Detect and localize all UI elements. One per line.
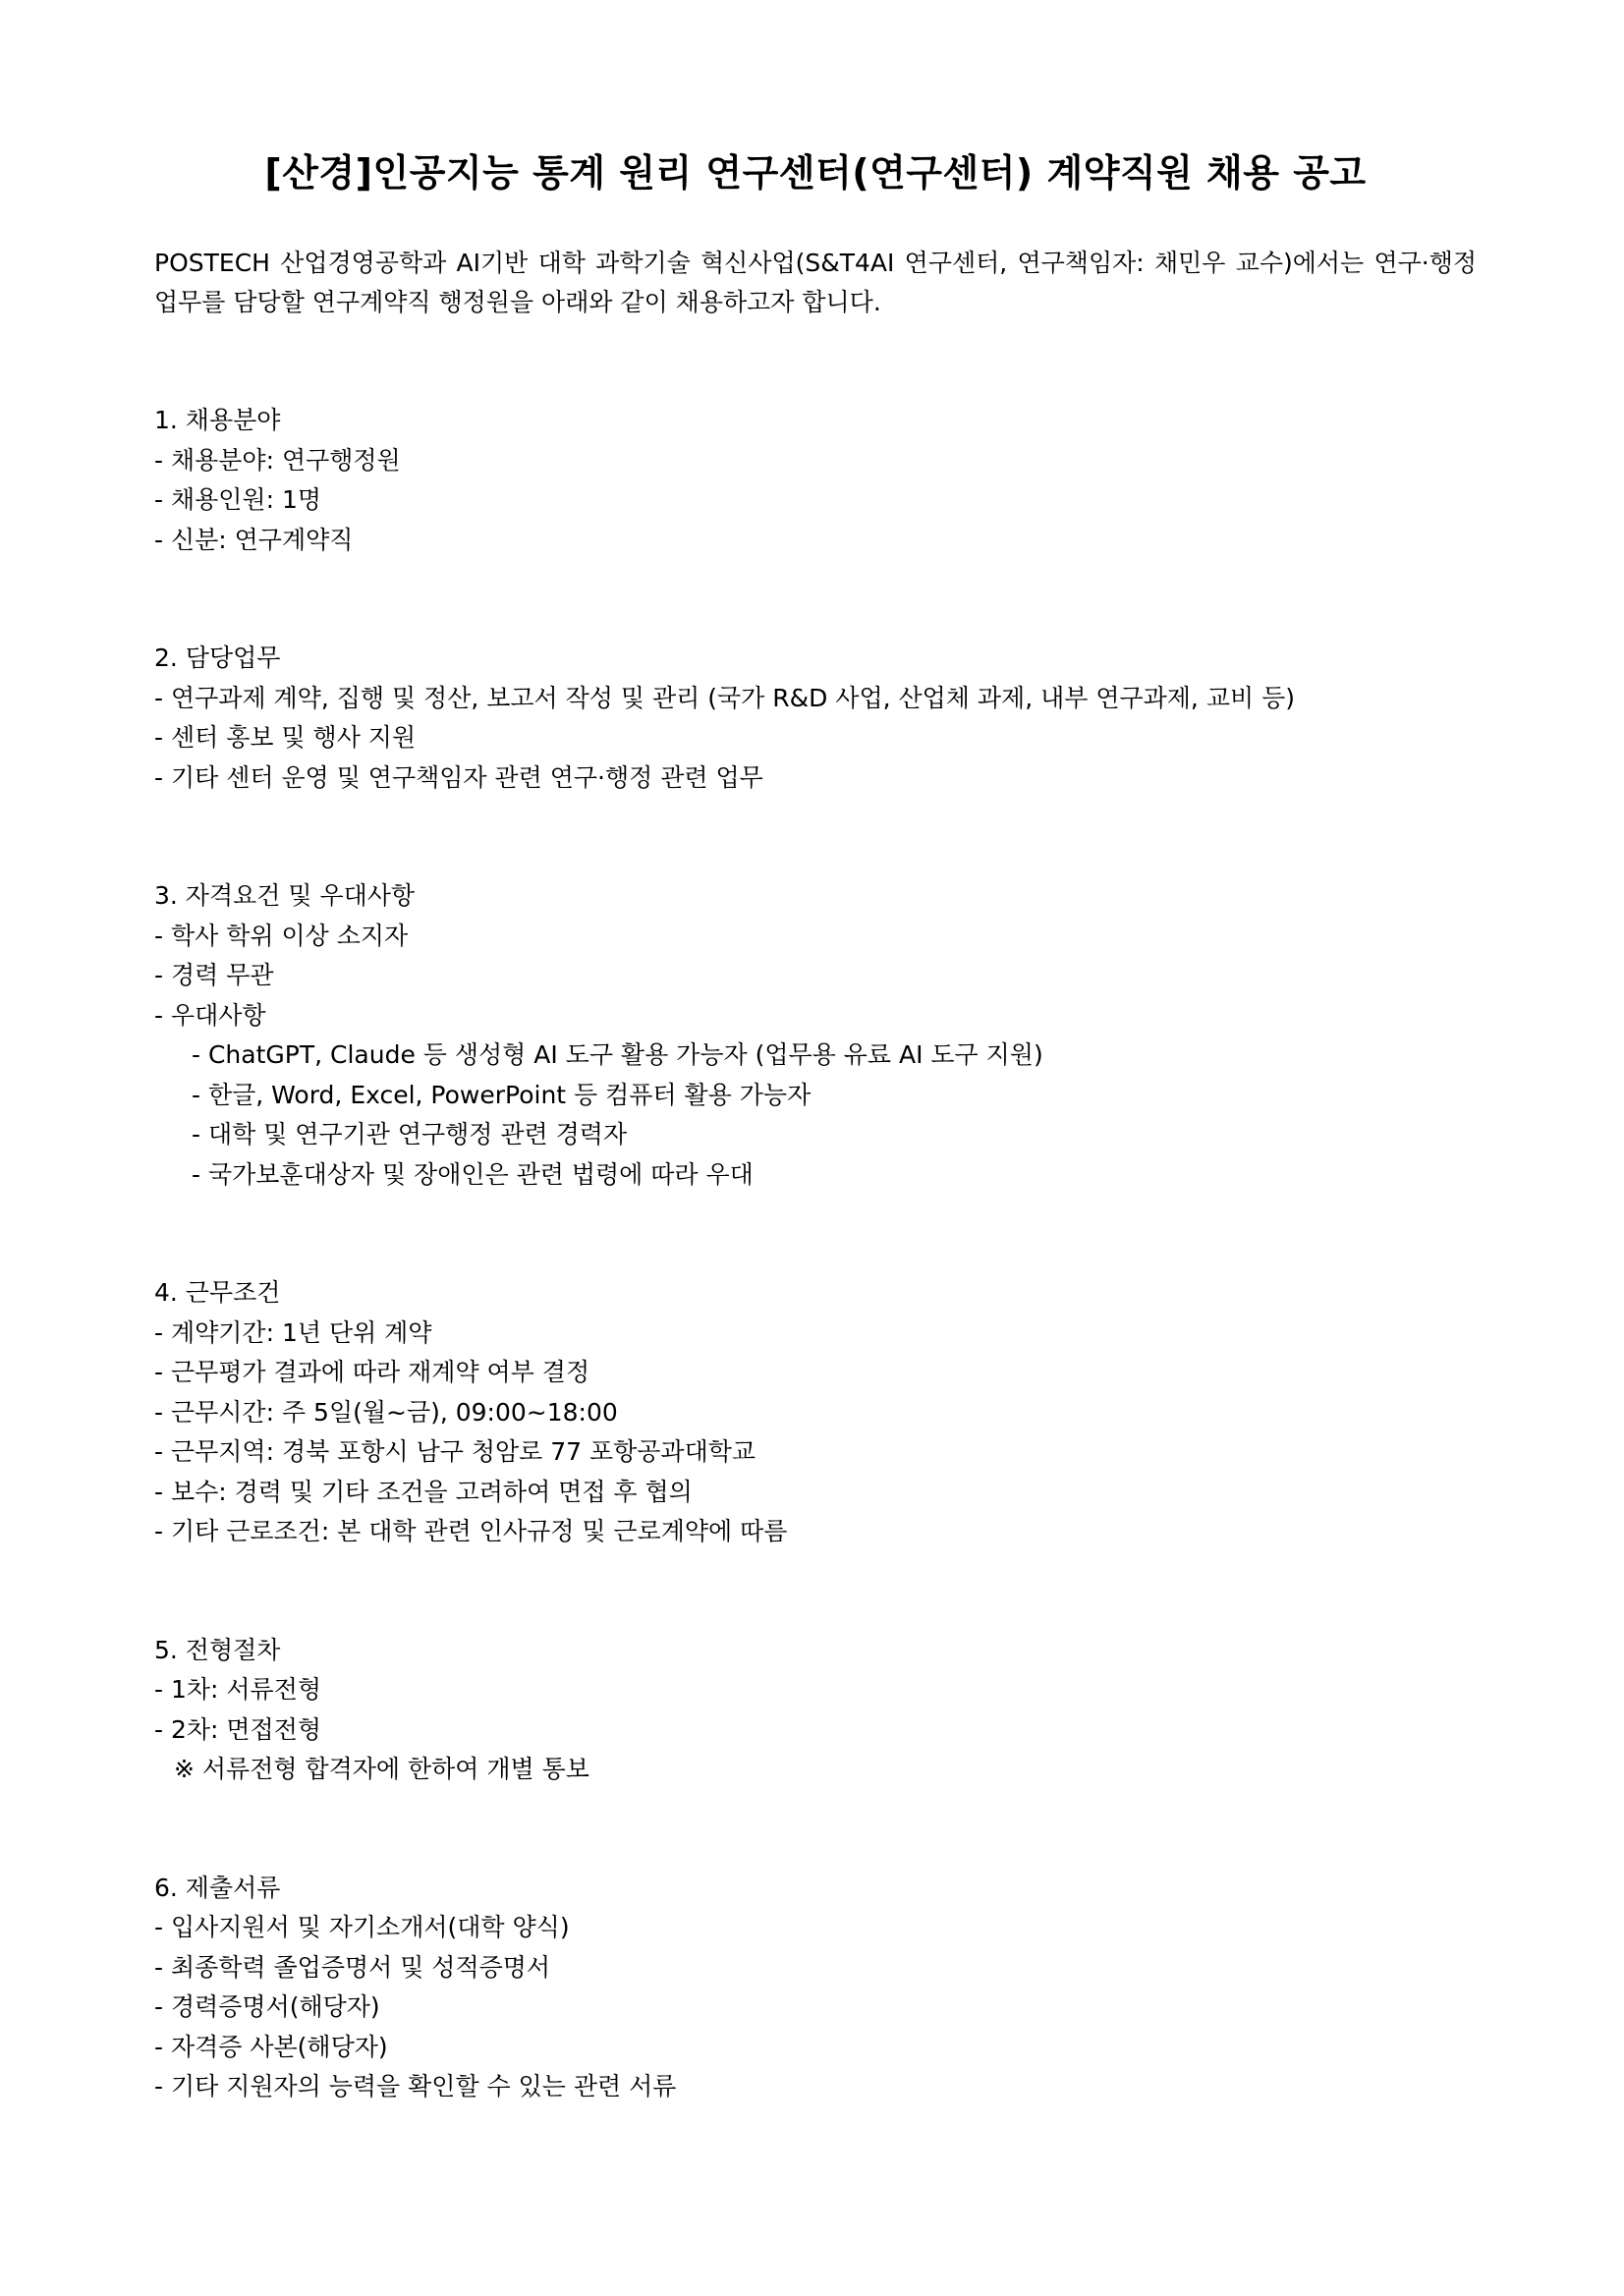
- list-item: - 우대사항: [154, 1000, 266, 1030]
- sub-list-item: - 국가보훈대상자 및 장애인은 관련 법령에 따라 우대: [192, 1159, 754, 1189]
- section-title: 3. 자격요건 및 우대사항: [154, 881, 416, 910]
- list-item: - 기타 지원자의 능력을 확인할 수 있는 관련 서류: [154, 2072, 677, 2100]
- list-item: - 입사지원서 및 자기소개서(대학 양식): [154, 1913, 570, 1941]
- list-item: - 자격증 사본(해당자): [154, 2032, 388, 2061]
- list-item: - 센터 홍보 및 행사 지원: [154, 723, 417, 752]
- list-item: - 학사 학위 이상 소지자: [154, 921, 409, 950]
- sub-list-item: - 대학 및 연구기관 연구행정 관련 경력자: [192, 1120, 628, 1148]
- list-item: - 근무평가 결과에 따라 재계약 여부 결정: [154, 1358, 590, 1386]
- sub-list-item: - ChatGPT, Claude 등 생성형 AI 도구 활용 가능자 (업무용 유료 AI 도구 지원): [192, 1040, 1043, 1069]
- note: ※ 서류전형 합격자에 한하여 개별 통보: [174, 1755, 589, 1783]
- list-item: - 연구과제 계약, 집행 및 정산, 보고서 작성 및 관리 (국가 R&D 사업, 산업체 과제, 내부 연구과제, 교비 등): [154, 683, 1295, 712]
- section-title: 4. 근무조건: [154, 1278, 281, 1307]
- list-item: - 기타 근로조건: 본 대학 관련 인사규정 및 근로계약에 따름: [154, 1517, 788, 1545]
- section-title: 6. 제출서류: [154, 1873, 281, 1902]
- list-item: - 2차: 면접전형: [154, 1714, 321, 1744]
- intro-paragraph: POSTECH 산업경영공학과 AI기반 대학 과학기술 혁신사업(S&T4AI 연구센터, 연구책임자: 채민우 교수)에서는 연구·행정 업무를 담당할 연구계약직 행정원을 아래와 같이 채용하고자 합니다.: [154, 249, 1477, 316]
- section-selection-process: [154, 1631, 1477, 1790]
- section-duties: [154, 639, 1477, 798]
- sub-list-item: - 한글, Word, Excel, PowerPoint 등 컴퓨터 활용 가능자: [192, 1080, 812, 1109]
- list-item: - 기타 센터 운영 및 연구책임자 관련 연구·행정 관련 업무: [154, 762, 763, 792]
- list-item: - 계약기간: 1년 단위 계약: [154, 1317, 432, 1347]
- list-item: - 근무지역: 경북 포항시 남구 청암로 77 포항공과대학교: [154, 1437, 756, 1466]
- list-item: - 채용인원: 1명: [154, 485, 321, 514]
- section-required-documents: [154, 1869, 1477, 2107]
- list-item: - 채용분야: 연구행정원: [154, 445, 401, 475]
- list-item: - 근무시간: 주 5일(월~금), 09:00~18:00: [154, 1397, 618, 1427]
- document-title: [산경]인공지능 통계 원리 연구센터(연구센터) 계약직원 채용 공고: [264, 151, 1367, 195]
- list-item: - 경력 무관: [154, 961, 274, 989]
- list-item: - 최종학력 졸업증명서 및 성적증명서: [154, 1952, 551, 1982]
- section-working-conditions: [154, 1273, 1477, 1552]
- section-title: 2. 담당업무: [154, 644, 281, 672]
- list-item: - 1차: 서류전형: [154, 1675, 321, 1704]
- list-item: - 경력증명서(해당자): [154, 1992, 380, 2021]
- section-recruitment-field: [154, 401, 1477, 560]
- section-qualifications: [154, 876, 1477, 1195]
- list-item: - 보수: 경력 및 기타 조건을 고려하여 면접 후 협의: [154, 1477, 693, 1506]
- section-title: 1. 채용분야: [154, 406, 281, 434]
- section-title: 5. 전형절차: [154, 1635, 281, 1664]
- list-item: - 신분: 연구계약직: [154, 525, 354, 554]
